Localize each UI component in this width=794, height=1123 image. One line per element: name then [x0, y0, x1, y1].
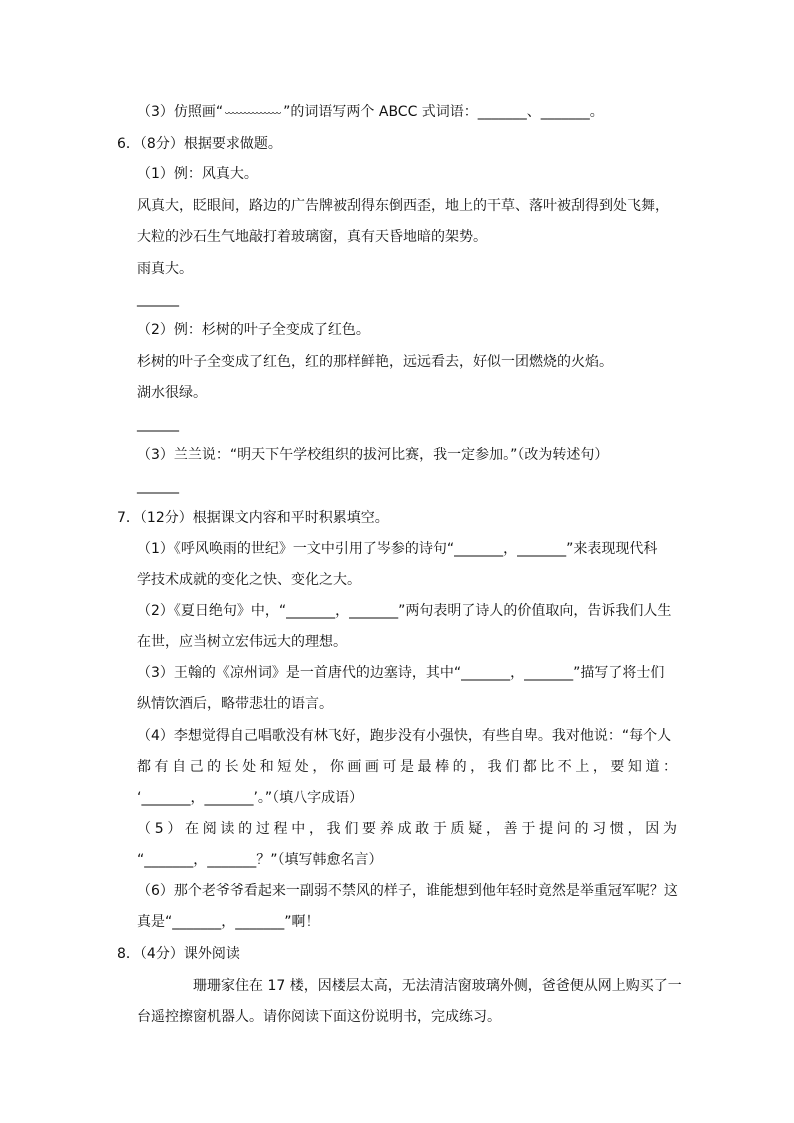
q6-ex1-answer-blank: ______ [137, 291, 179, 307]
q7-item-5-line2: “_______，_______？”（填写韩愈名言） [137, 852, 383, 868]
q6-ex3-answer-blank: ______ [137, 478, 179, 494]
q7-header: 7．（12分）根据课文内容和平时积累填空。 [117, 510, 389, 526]
q7-item-6-line1: （6）那个老爷爷看起来一副弱不禁风的样子，谁能想到他年轻时竟然是举重冠军呢？这 [137, 883, 678, 899]
q6-header: 6．（8分）根据要求做题。 [117, 136, 282, 152]
wavy-underline [225, 107, 281, 117]
q6-ex2-label: （2）例：杉树的叶子全变成了红色。 [137, 322, 370, 338]
q7-item-4-line3: ‘_______，_______’。”（填八字成语） [137, 790, 364, 806]
q8-passage-line1: 珊珊家住在 17 楼，因楼层太高，无法清洁窗玻璃外侧，爸爸便从网上购买了一 [193, 978, 682, 994]
q7-item-3-line2: 纵情饮酒后，略带悲壮的语言。 [137, 696, 333, 712]
q6-ex2-answer-blank: ______ [137, 416, 179, 432]
q6-ex3: （3）兰兰说：“明天下午学校组织的拔河比赛，我一定参加。”（改为转述句） [137, 447, 609, 463]
q8-header: 8．（4分）课外阅读 [117, 946, 240, 962]
q7-item-6-line2: 真是“_______，_______”啊！ [137, 914, 320, 930]
q6-ex2-text: 杉树的叶子全变成了红色，红的那样鲜艳，远远看去，好似一团燃烧的火焰。 [137, 354, 613, 370]
q7-item-2-line1: （2）《夏日绝句》中，“_______，_______”两句表明了诗人的价值取向，告诉我们人生 [137, 603, 672, 619]
q7-item-4-line1: （4）李想觉得自己唱歌没有林飞好，跑步没有小强快，有些自卑。我对他说：“每个人 [137, 728, 672, 744]
q6-ex1-text-line1: 风真大，眨眼间，路边的广告牌被刮得东倒西歪，地上的干草、落叶被刮得到处飞舞， [137, 198, 669, 214]
q7-item-1-line2: 学技术成就的变化之快、变化之大。 [137, 572, 361, 588]
q7-item-5-line1: （5）在阅读的过程中，我们要养成敢于质疑，善于提问的习惯，因为 [137, 821, 677, 837]
q7-item-2-line2: 在世，应当树立宏伟远大的理想。 [137, 634, 347, 650]
q6-ex1-label: （1）例：风真大。 [137, 166, 258, 182]
q7-item-3-line1: （3）王翰的《凉州词》是一首唐代的边塞诗，其中“_______，_______”描写了将士们 [137, 665, 665, 681]
q7-item-1-line1: （1）《呼风唤雨的世纪》一文中引用了岑参的诗句“_______，_______”来表现现代科 [137, 541, 658, 557]
q7-item-4-line2: 都有自己的长处和短处，你画画可是最棒的，我们都比不上，要知道： [137, 759, 677, 775]
q6-ex1-text-line2: 大粒的沙石生气地敲打着玻璃窗，真有天昏地暗的架势。 [137, 229, 487, 245]
q5-item-3: （3）仿照画“ ”的词语写两个 ABCC 式词语：_______、_______。 [137, 104, 604, 120]
q6-ex1-prompt: 雨真大。 [137, 261, 193, 277]
q8-passage-line2: 台遥控擦窗机器人。请你阅读下面这份说明书，完成练习。 [137, 1009, 501, 1025]
q6-ex2-prompt: 湖水很绿。 [137, 385, 207, 401]
